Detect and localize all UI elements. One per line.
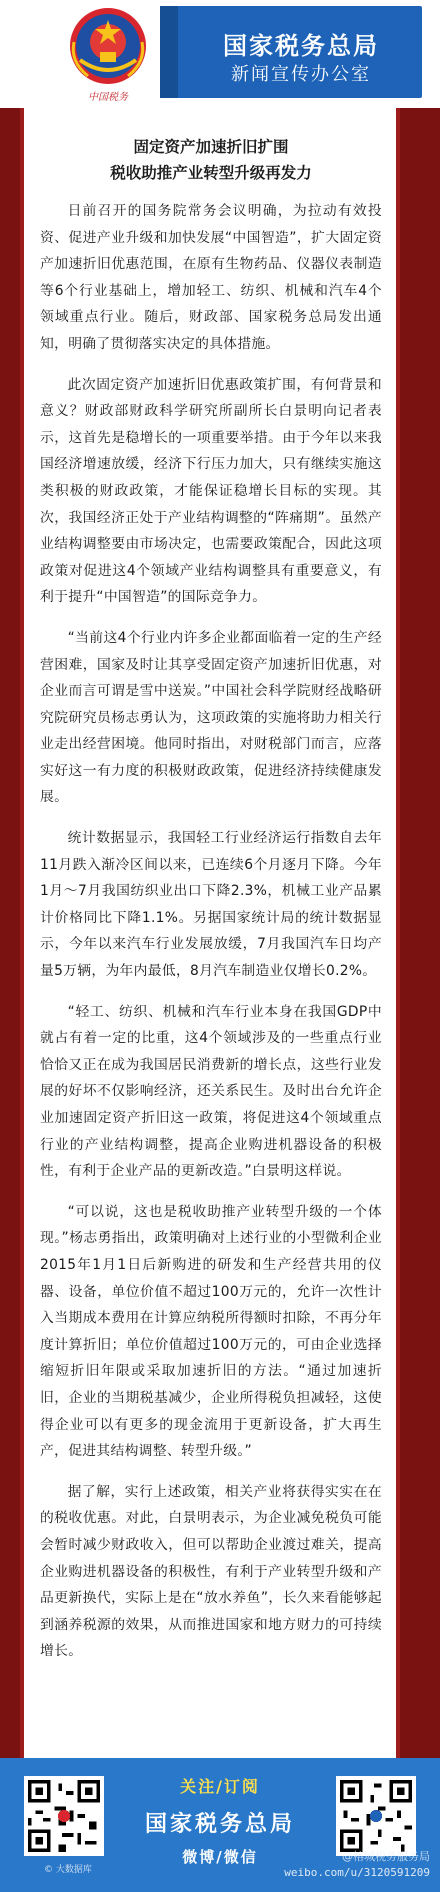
footer [0, 1758, 440, 1892]
article-title-line2: 税收助推产业转型升级再发力 [110, 164, 312, 182]
org-title: 国家税务总局 [223, 32, 379, 60]
paragraph: 日前召开的国务院常务会议明确，为拉动有效投资、促进产业升级和加快发展“中国智造”，扩大固定资产加速折旧优惠范围，在原有生物药品、仪器仪表制造等6个行业基础上，增加轻工、纺织、机械和汽车4个领域重点行业。随后，财政部、国家税务总局发出通知，明确了贯彻落实决定的具体措施。 [40, 203, 382, 352]
paragraph: 此次固定资产加速折旧优惠政策扩围，有何背景和意义？财政部财政科学研究所副所长白景明向记者表示，这首先是稳增长的一项重要举措。由于今年以来我国经济增速放缓，经济下行压力加大，只有继续实施这类积极的财政政策，才能保证稳增长目标的实现。其次，我国经济正处于产业结构调整的“阵痛期”。虽然产业结构调整要由市场决定，也需要政策配合，因此这项政策对促进这4个领域产业结构调整具有重要意义，有利于提升“中国智造”的国际竞争力。 [40, 376, 382, 606]
follow-label: 关注/订阅 [180, 1777, 260, 1796]
footer-org-name: 国家税务总局 [144, 1812, 295, 1837]
tax-emblem-icon [58, 2, 158, 102]
qr-code-icon[interactable] [24, 1776, 104, 1856]
weibo-watermark: @榕城税务服务局 [342, 1850, 430, 1863]
header [0, 0, 440, 108]
footer-subscribe-block [120, 1774, 320, 1867]
paragraph: 据了解，实行上述政策，相关产业将获得实实在在的税收优惠。对此，白景明表示，为企业减免税负可能会暂时减少财政收入，但可以帮助企业渡过难关，提高企业购进机器设备的积极性，有利于产业转型升级和产品更新换代，实际上是在“放水养鱼”，长久来看能够起到涵养税源的效果，从而推进国家和地方财力的可持续增长。 [40, 1483, 382, 1660]
emblem-caption: 中国税务 [88, 92, 128, 103]
article-title-line1: 固定资产加速折旧扩围 [133, 138, 289, 156]
article-body [20, 108, 400, 1758]
paragraph: “可以说，这也是税收助推产业转型升级的一个体现。”杨志勇指出，政策明确对上述行业的小型微利企业2015年1月1日后新购进的研发和生产经营共用的仪器、设备，单位价值不超过100万元的，允许一次性计入当期成本费用在计算应纳税所得额时扣除，不再分年度计算折旧；单位价值超过100万元的，可由企业选择缩短折旧年限或采取加速折旧的方法。“通过加速折旧，企业的当期税基减少，企业所得税负担减轻，这使得企业可以有更多的现金流用于更新设备，扩大再生产，促进其结构调整、转型升级。” [40, 1203, 382, 1460]
article-frame [0, 108, 440, 1758]
weibo-url-watermark: weibo.com/u/3120591209 [284, 1866, 430, 1879]
footer-caption: © 大数据库 [44, 1865, 92, 1875]
org-subtitle: 新闻宣传办公室 [231, 64, 371, 85]
footer-channels: 微博/微信 [182, 1848, 258, 1866]
paragraph: “当前这4个行业内许多企业都面临着一定的生产经营困难，国家及时让其享受固定资产加速折旧优惠，对企业而言可谓是雪中送炭。”中国社会科学院财经战略研究院研究员杨志勇认为，这项政策的实施将助力相关行业走出经营困境。他同时指出，对财税部门而言，应落实好这一有力度的积极财政政策，促进经济持续健康发展。 [40, 629, 382, 806]
qr-code-icon[interactable] [336, 1776, 416, 1856]
paragraph: 统计数据显示，我国轻工行业经济运行指数自去年11月跌入渐冷区间以来，已连续6个月逐月下降。今年1月～7月我国纺织业出口下降2.3%，机械工业产品累计价格同比下降1.1%。另据国家统计局的统计数据显示，今年以来汽车行业发展放缓，7月我国汽车日均产量5万辆，为年内最低，8月汽车制造业仅增长0.2%。 [40, 830, 382, 980]
header-banner [160, 6, 422, 98]
paragraph: “轻工、纺织、机械和汽车行业本身在我国GDP中就占有着一定的比重，这4个领域涉及的一些重点行业恰恰又正在成为我国居民消费新的增长点，这些行业发展的好坏不仅影响经济，还关系民生。及时出台允许企业加速固定资产折旧这一政策，将促进这4个领域重点行业的产业结构调整，提高企业购进机器设备的积极性，有利于企业产品的更新改造。”白景明这样说。 [40, 1003, 382, 1180]
